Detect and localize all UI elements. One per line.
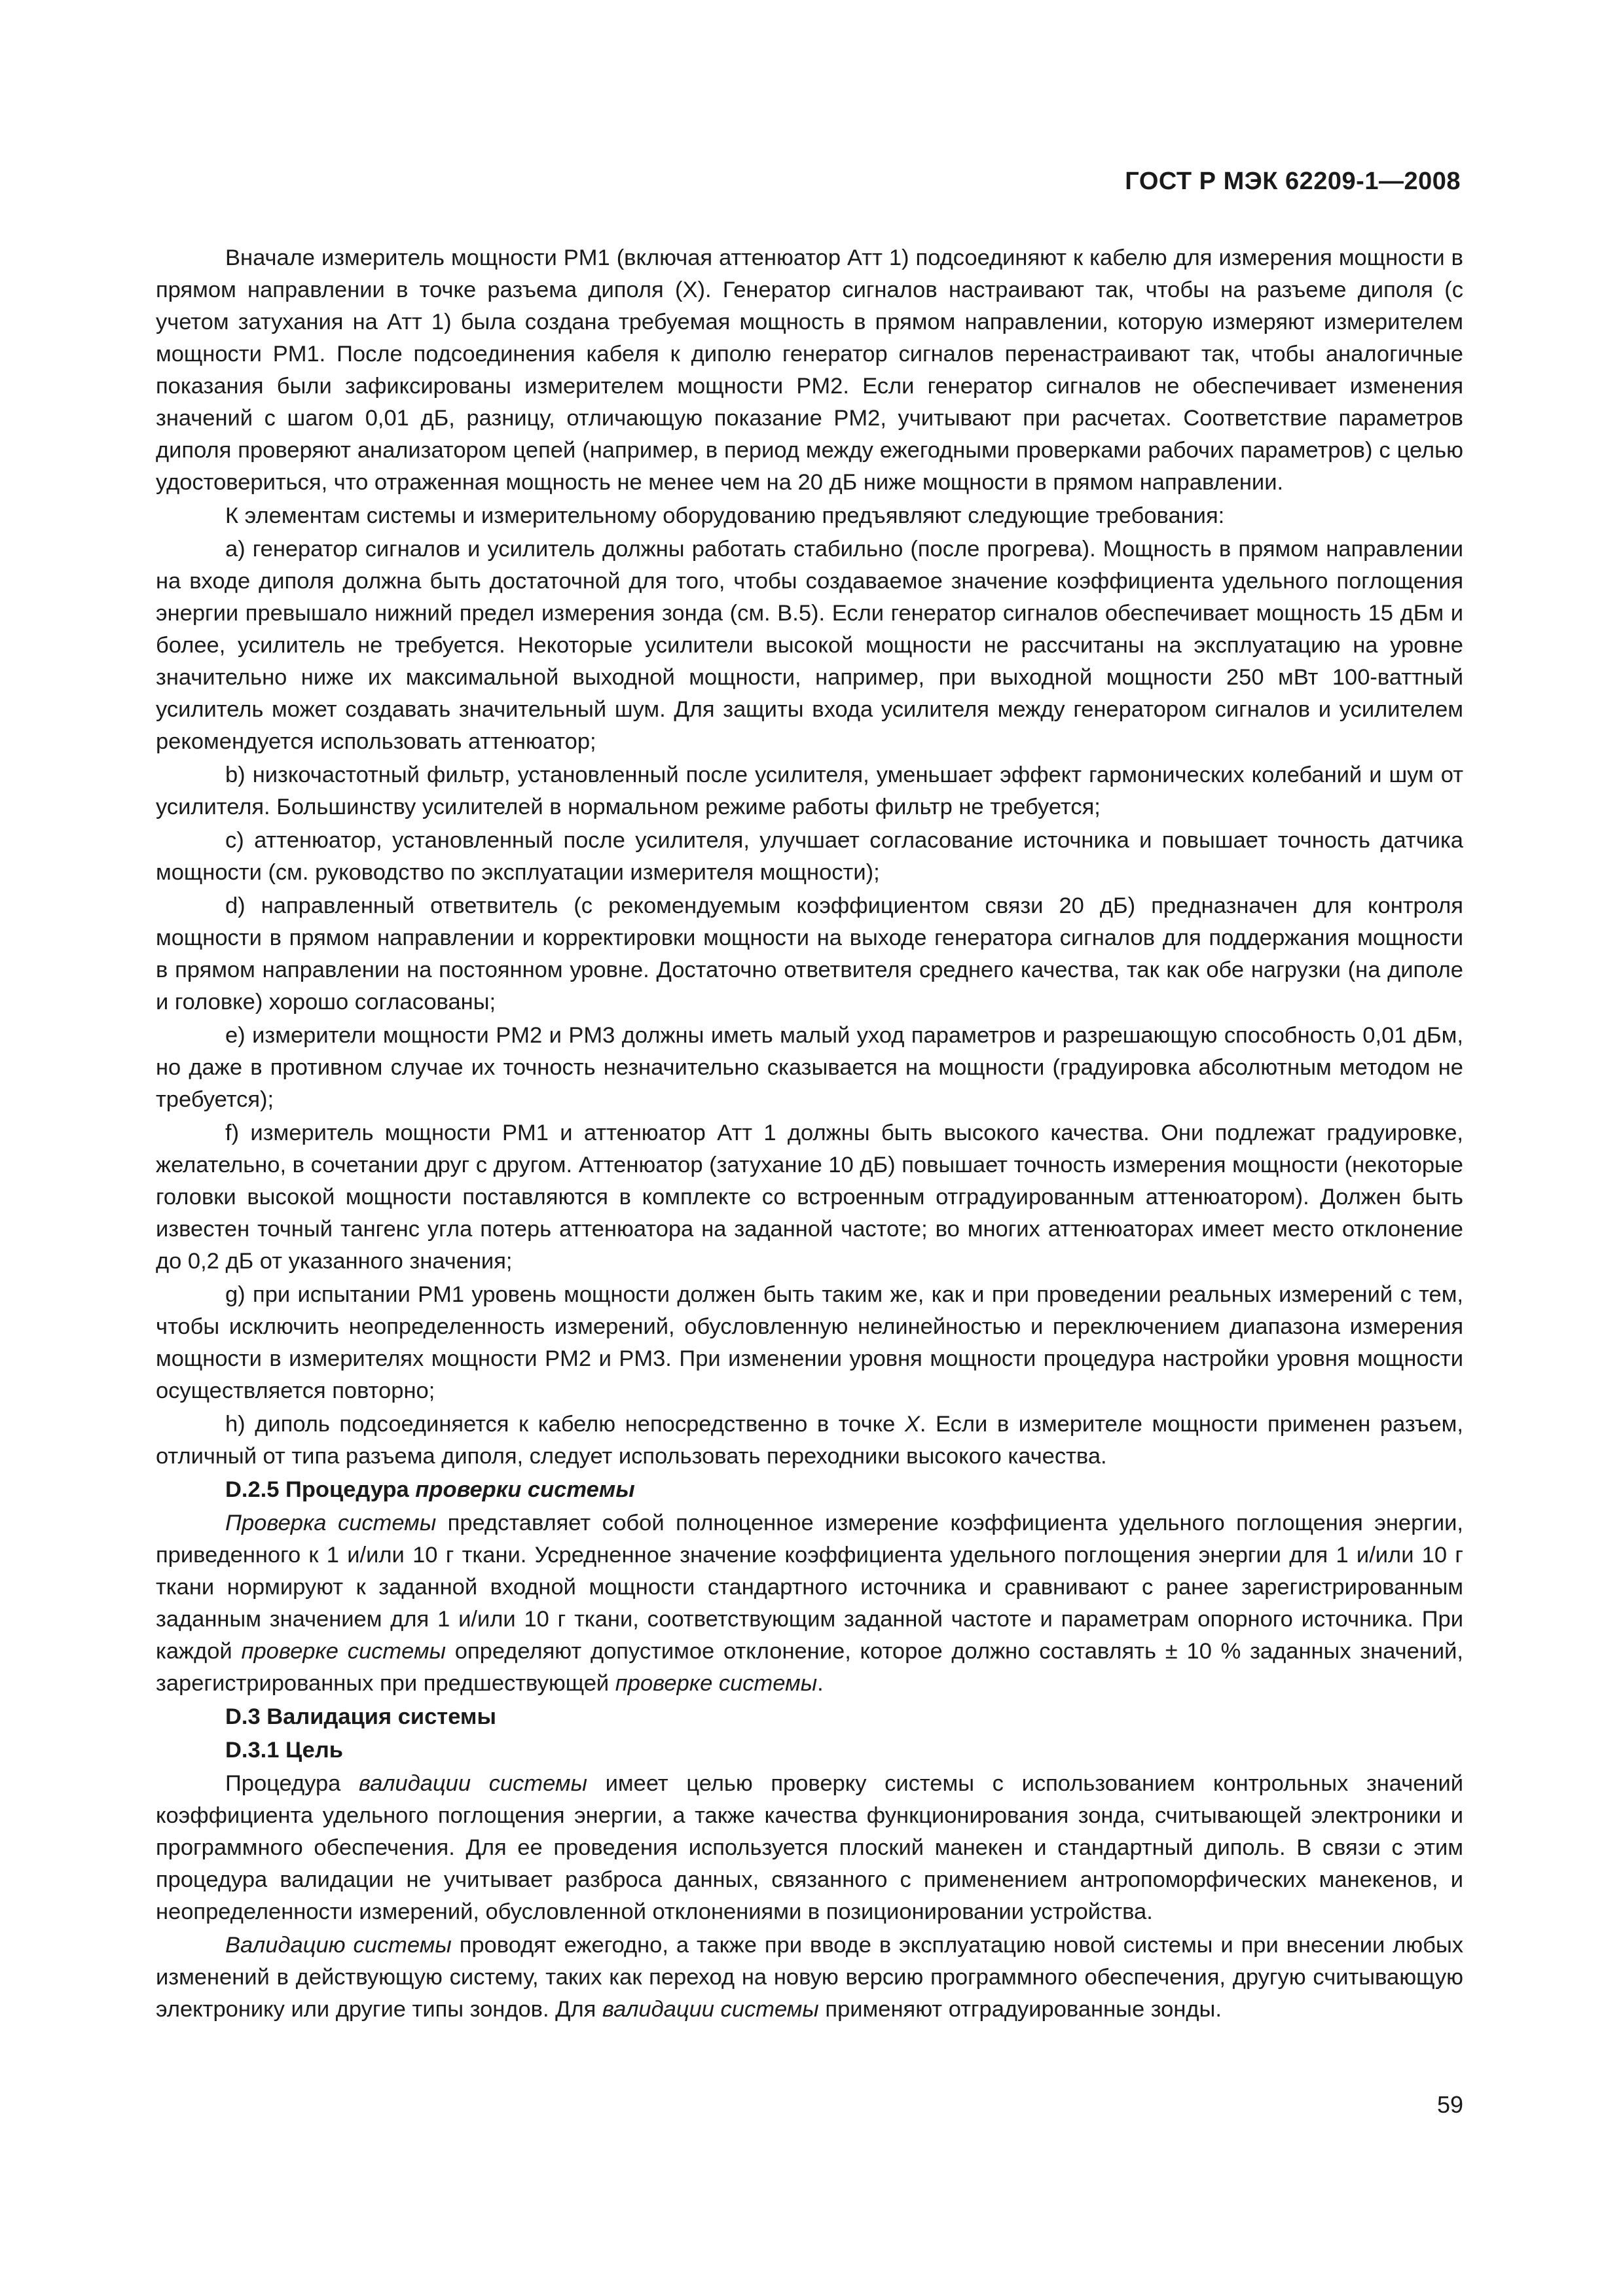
list-item-d: d) направленный ответвитель (с рекомендуемым коэффициентом связи 20 дБ) предназначен для контроля мощности в прямом направлении и корректировки мощности на выходе генератора сигналов для поддержания мощности в прямом направлении на постоянном уровне. Достаточно ответвителя среднего качества, так как обе нагрузки (на диполе и головке) хорошо согласованы; <box>156 893 1463 1014</box>
text-run: проводят ежегодно, а также при вводе в эксплуатацию новой системы и при внесении любых изменений в действующую систему, таких как переход на новую версию программного обеспечения, другую считывающую электронику или другие типы зондов. Для <box>156 1933 1463 2022</box>
italic-run: проверке системы <box>241 1639 447 1664</box>
section-heading-d31: D.3.1 Цель <box>225 1738 343 1763</box>
italic-run: валидации системы <box>602 1997 819 2022</box>
paragraph <box>156 1929 1463 2026</box>
paragraph <box>156 1507 1463 1700</box>
paragraph: Вначале измеритель мощности PM1 (включая аттенюатор Атт 1) подсоединяют к кабелю для измерения мощности в прямом направлении в точке разъема диполя (X). Генератор сигналов настраивают так, чтобы на разъеме диполя (с учетом затухания на Атт 1) была создана требуемая мощность в прямом направлении, которую измеряют измерителем мощности PM1. После подсоединения кабеля к диполю генератор сигналов перенастраивают так, чтобы аналогичные показания были зафиксированы измерителем мощности PM2. Если генератор сигналов не обеспечивает изменения значений с шагом 0,01 дБ, разницу, отличающую показание PM2, учитывают при расчетах. Соответствие параметров диполя проверяют анализатором цепей (например, в период между ежегодными проверками рабочих параметров) с целью удостовериться, что отраженная мощность не менее чем на 20 дБ ниже мощности в прямом направлении. <box>156 245 1463 495</box>
document-body <box>156 242 1463 2027</box>
heading-text: D.2.5 Процедура <box>225 1477 416 1502</box>
list-item-a: a) генератор сигналов и усилитель должны работать стабильно (после прогрева). Мощность в прямом направлении на входе диполя должна быть достаточной для того, чтобы создаваемое значение коэффициента удельного поглощения энергии превышало нижний предел измерения зонда (см. В.5). Если генератор сигналов обеспечивает мощность 15 дБм и более, усилитель не требуется. Некоторые усилители высокой мощности не рассчитаны на эксплуатацию на уровне значительно ниже их максимальной выходной мощности, например, при выходной мощности 250 мВт 100-ваттный усилитель может создавать значительный шум. Для защиты входа усилителя между генератором сигналов и усилителем рекомендуется использовать аттенюатор; <box>156 537 1463 754</box>
italic-run: Проверка системы <box>225 1511 437 1535</box>
page-number: 59 <box>1436 2091 1463 2118</box>
text-run: применяют отградуированные зонды. <box>818 1997 1222 2022</box>
section-heading-d25 <box>156 1474 1463 1506</box>
list-item-f: f) измеритель мощности PM1 и аттенюатор Атт 1 должны быть высокого качества. Они подлежат градуировке, желательно, в сочетании друг с другом. Аттенюатор (затухание 10 дБ) повышает точность измерения мощности (некоторые головки высокой мощности поставляются в комплекте со встроенным отградуированным аттенюатором). Должен быть известен точный тангенс угла потерь аттенюатора на заданной частоте; во многих аттенюаторах имеет место отклонение до 0,2 дБ от указанного значения; <box>156 1121 1463 1274</box>
text-run: . Если в измерителе мощности применен разъем, отличный от типа разъема диполя, следует использовать переходники высокого качества. <box>156 1412 1463 1469</box>
italic-run: Валидацию системы <box>225 1933 452 1958</box>
text-run: . <box>817 1671 824 1696</box>
heading-italic: проверки системы <box>415 1477 635 1502</box>
text-run: Процедура <box>225 1771 359 1796</box>
italic-run: X <box>904 1412 920 1437</box>
document-header: ГОСТ Р МЭК 62209-1—2008 <box>1125 168 1461 195</box>
italic-run: валидации системы <box>359 1771 587 1796</box>
section-heading-d3: D.3 Валидация системы <box>225 1704 496 1729</box>
text-run: представляет собой полноценное измерение коэффициента удельного поглощения энергии, приведенного к 1 и/или 10 г ткани. Усредненное значение коэффициента удельного поглощения энергии для 1 и/или 10 г ткани нормируют к заданной входной мощности стандартного источника и сравнивают с ранее зарегистрированным заданным значением для 1 и/или 10 г ткани, соответствующим заданной частоте и параметрам опорного источника. При каждой <box>156 1511 1463 1664</box>
text-run: определяют допустимое отклонение, которое должно составлять ± 10 % заданных значений, зарегистрированных при предшествующей <box>156 1639 1464 1696</box>
paragraph <box>156 1768 1463 1928</box>
italic-run: проверке системы <box>615 1671 818 1696</box>
text-run: h) диполь подсоединяется к кабелю непосредственно в точке <box>225 1412 905 1437</box>
list-item-g: g) при испытании PM1 уровень мощности должен быть таким же, как и при проведении реальных измерений с тем, чтобы исключить неопределенность измерений, обусловленную нелинейностью и переключением диапазона измерения мощности в измерителях мощности PM2 и PM3. При изменении уровня мощности процедура настройки уровня мощности осуществляется повторно; <box>156 1282 1463 1403</box>
text-run: имеет целью проверку системы с использованием контрольных значений коэффициента удельного поглощения энергии, а также качества функционирования зонда, считывающей электроники и программного обеспечения. Для ее проведения используется плоский манекен и стандартный диполь. В связи с этим процедура валидации не учитывает разброса данных, связанного с применением антропоморфических манекенов, и неопределенности измерений, обусловленной отклонениями в позиционировании устройства. <box>156 1771 1463 1924</box>
paragraph: К элементам системы и измерительному оборудованию предъявляют следующие требования: <box>225 503 1225 528</box>
list-item-c: c) аттенюатор, установленный после усилителя, улучшает согласование источника и повышает точность датчика мощности (см. руководство по эксплуатации измерителя мощности); <box>156 828 1463 885</box>
list-item-h <box>156 1408 1463 1473</box>
list-item-e: e) измерители мощности PM2 и PM3 должны иметь малый уход параметров и разрешающую способность 0,01 дБм, но даже в противном случае их точность незначительно сказывается на мощности (градуировка абсолютным методом не требуется); <box>156 1023 1463 1112</box>
list-item-b: b) низкочастотный фильтр, установленный после усилителя, уменьшает эффект гармонических колебаний и шум от усилителя. Большинству усилителей в нормальном режиме работы фильтр не требуется; <box>156 762 1463 819</box>
